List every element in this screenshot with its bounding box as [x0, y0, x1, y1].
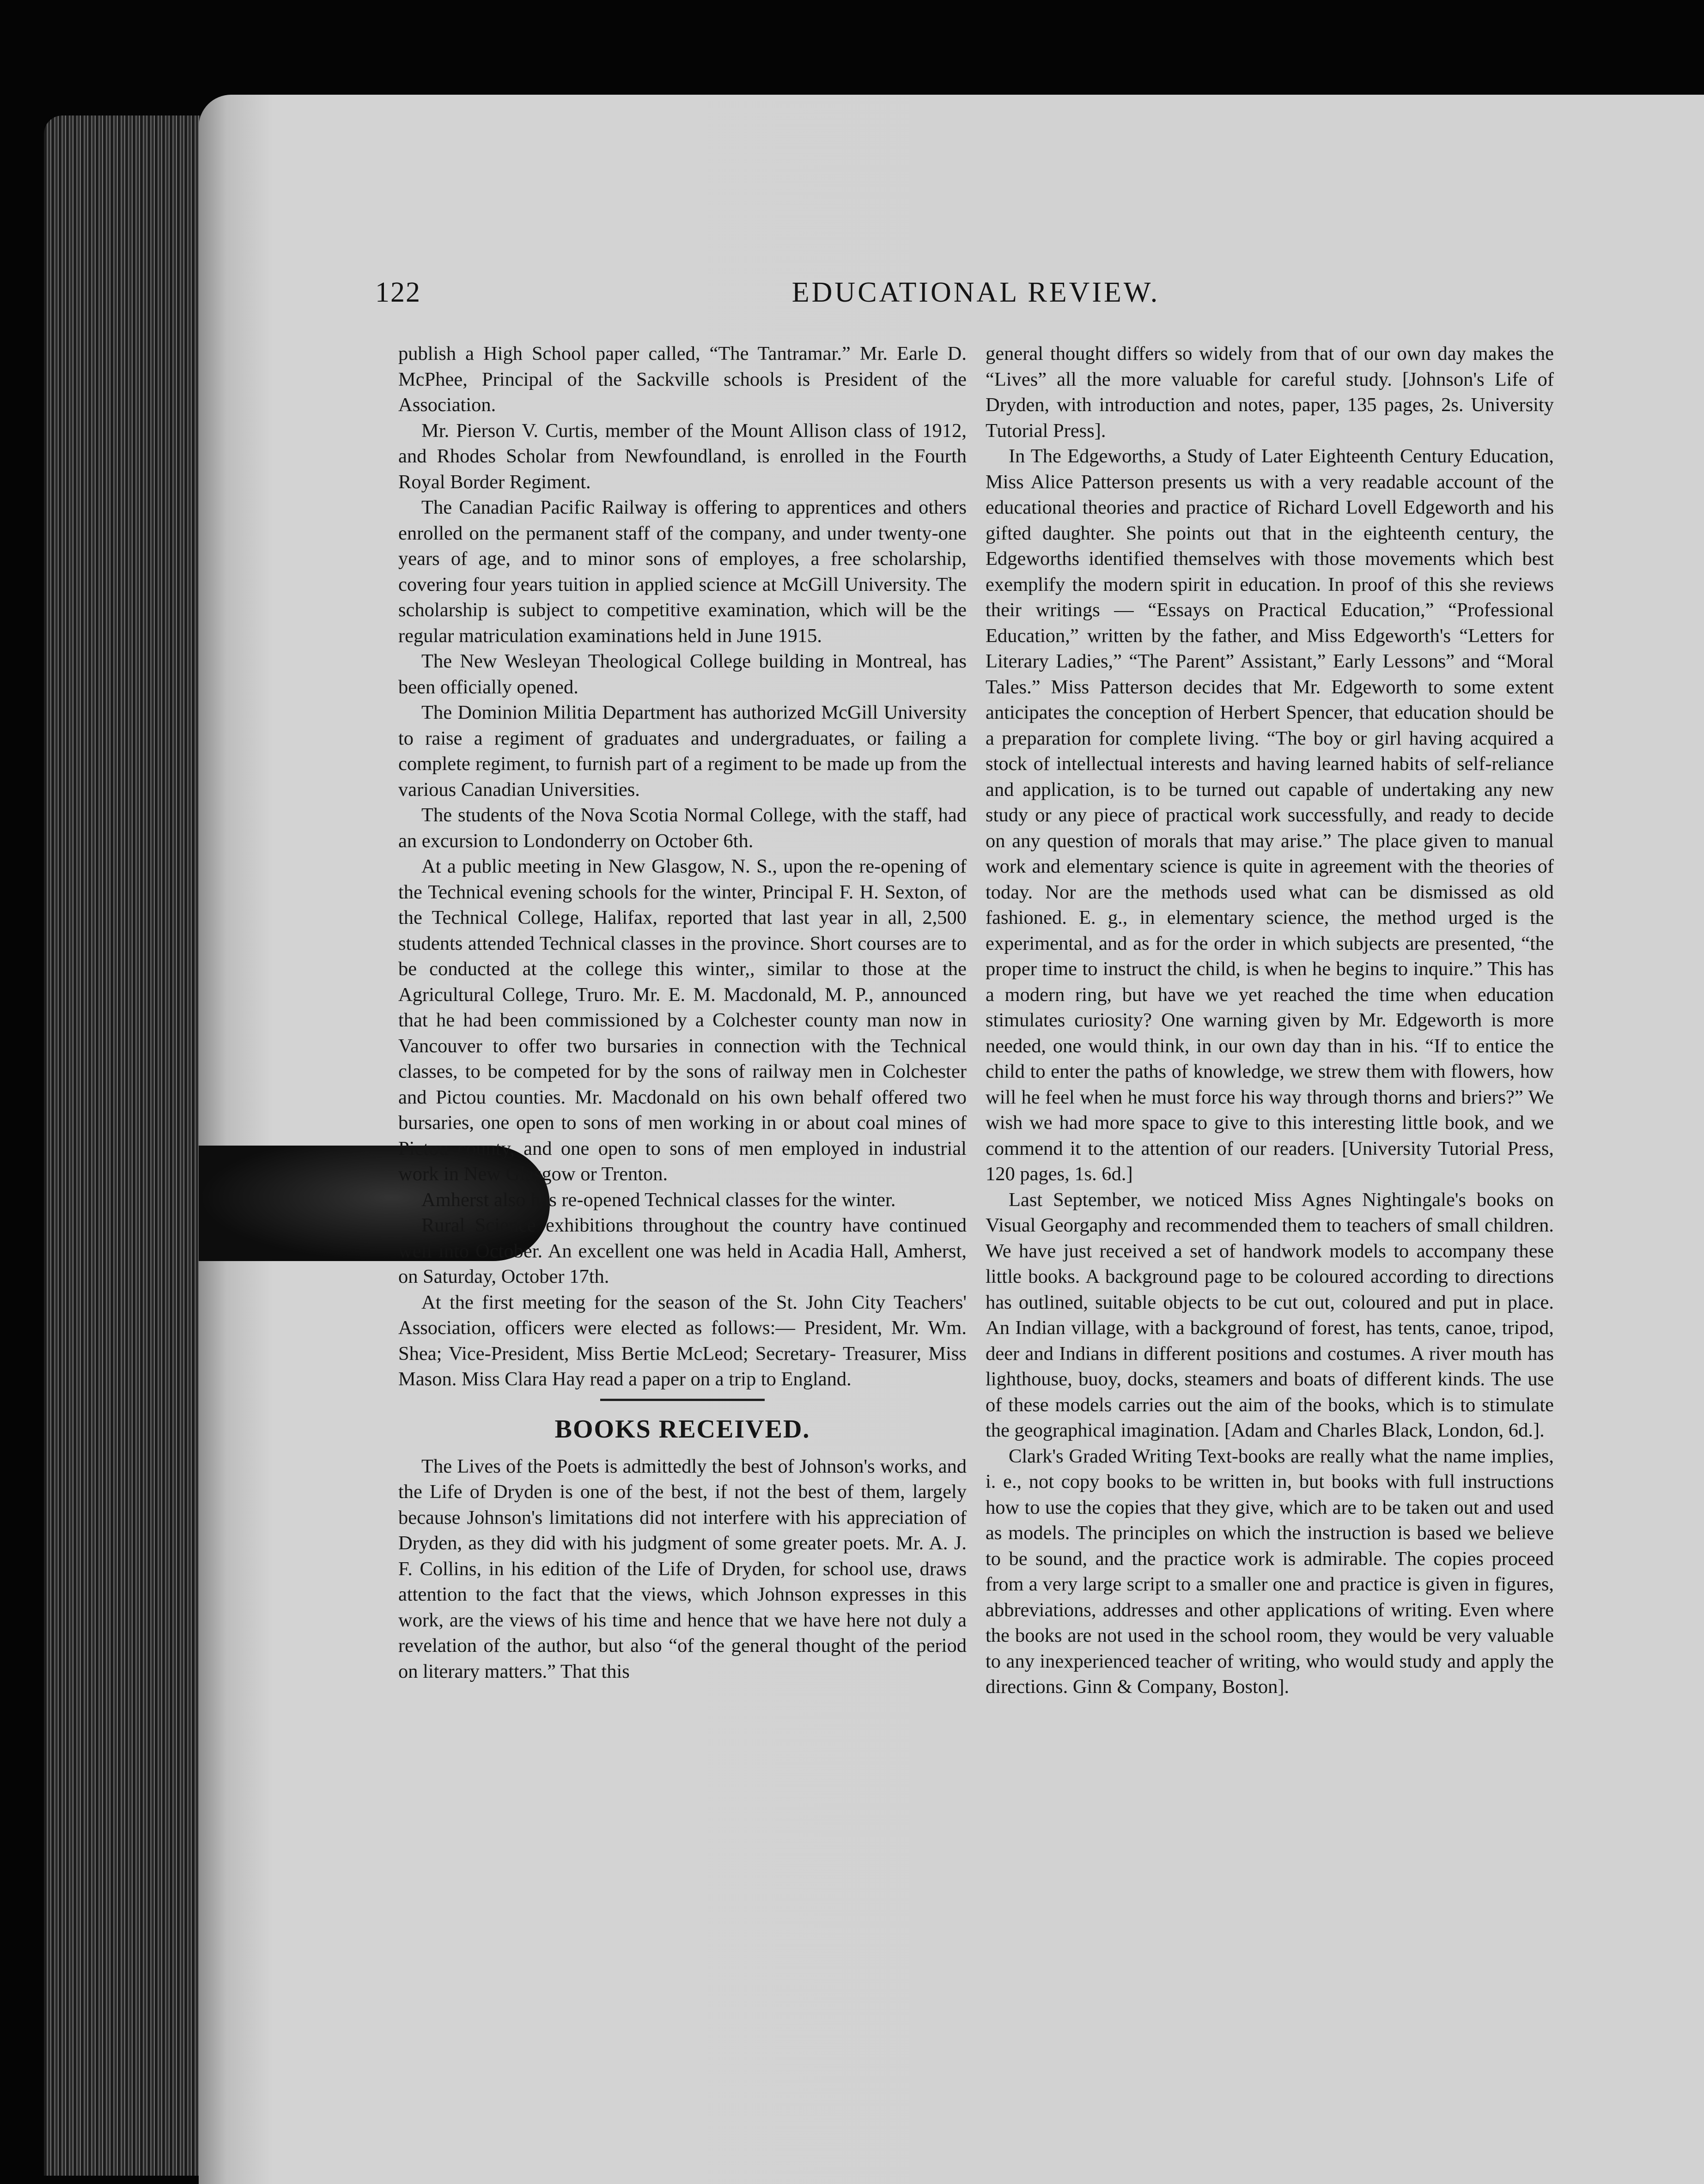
paragraph: Mr. Pierson V. Curtis, member of the Mount Allison class of 1912, and Rhodes Scholar from Newfoundland, is enrolled in the Fourth Royal Border Regiment.: [398, 419, 967, 493]
paragraph: publish a High School paper called, “The Tantramar.” Mr. Earle D. McPhee, Principal of the Sackville schools is President of the Association.: [398, 343, 967, 416]
paragraph: Last September, we noticed Miss Agnes Nightingale's books on Visual Georgaphy and recommended them to teachers of small children. We have just received a set of handwork models to accompany these little books. A background page to be coloured according to directions has outlined, suitable objects to be cut out, coloured and put in place. An Indian village, with a background of forest, has tents, canoe, tripod, deer and Indians in different positions and costumes. A river mouth has lighthouse, buoy, docks, steamers and boats of different kinds. The use of these models carries out the aim of the books, which is to stimulate the geographical imagination. [Adam and Charles Black, London, 6d.].: [986, 1189, 1554, 1441]
paragraph: Clark's Graded Writing Text-books are really what the name implies, i. e., not copy books to be written in, but books with full instructions how to use the copies that they give, which are to be taken out and used as models. The principles on which the instruction is based we believe to be sound, and the practice work is admirable. The copies proceed from a very large script to a smaller one and practice is given in figures, abbreviations, addresses and other applications of writing. Even where the books are not used in the school room, they would be very valuable to any inexperienced teacher of writing, who would study and apply the directions. Ginn & Company, Boston].: [986, 1445, 1554, 1698]
paragraph: general thought differs so widely from that of our own day makes the “Lives” all the more valuable for careful study. [Johnson's Life of Dryden, with introduction and notes, paper, 135 pages, 2s. University Tutorial Press].: [986, 343, 1554, 442]
running-title: EDUCATIONAL REVIEW.: [791, 277, 1160, 308]
paragraph: The Lives of the Poets is admittedly the best of Johnson's works, and the Life of Dryden is one of the best, if not the best of them, largely because Johnson's limitations did not interfere with his appreciation of Dryden, as they did with his judgment of some greater poets. Mr. A. J. F. Collins, in his edition of the Life of Dryden, for school use, draws attention to the fact that the views, which Johnson expresses in this work, are the views of his time and hence that we have here not duly a revelation of the author, but also “of the general thought of the period on literary matters.” That this: [398, 1455, 967, 1682]
right-column: [986, 341, 1554, 1700]
paragraph: The students of the Nova Scotia Normal College, with the staff, had an excursion to Londonderry on October 6th.: [398, 804, 967, 852]
paragraph: Amherst also has re-opened Technical classes for the winter.: [421, 1189, 896, 1211]
page-header: [375, 276, 1576, 318]
left-column: [398, 341, 967, 1684]
page-number: 122: [375, 277, 421, 308]
section-divider: [600, 1399, 765, 1401]
paragraph: In The Edgeworths, a Study of Later Eighteenth Century Education, Miss Alice Patterson presents us with a very readable account of the educational theories and practice of Richard Lovell Edgeworth and his gifted daughter. She points out that in the eighteenth century, the Edgeworths identified themselves with those movements which best exemplify the modern spirit in education. In proof of this she reviews their writings — “Essays on Practical Education,” “Professional Education,” written by the father, and Miss Edgeworth's “Letters for Literary Ladies,” “The Parent” Assistant,” Early Lessons” and “Moral Tales.” Miss Patterson decides that Mr. Edgeworth to some extent anticipates the conception of Herbert Spencer, that education should be a preparation for complete living. “The boy or girl having acquired a stock of intellectual interests and having learned habits of self-reliance and application, is to be turned out capable of undertaking any new study or any piece of practical work successfully, and ready to decide on any question of morals that may arise.” The place given to manual work and elementary science is quite in agreement with the theories of today. Nor are the methods used what can be dismissed as old fashioned. E. g., in elementary science, the method urged is the experimental, and as for the order in which subjects are presented, “the proper time to instruct the child, is when he begins to inquire.” This has a modern ring, but have we yet reached the time when education stimulates curiosity? One warning given by Mr. Edgeworth is more needed, one would think, in our own day than in his. “If to entice the child to enter the paths of knowledge, we strew them with flowers, how will he feel when he must force his way through thorns and briers?” We wish we had more space to give to this interesting little book, and we commend it to the attention of our readers. [University Tutorial Press, 120 pages, 1s. 6d.]: [986, 445, 1554, 1185]
paragraph: At a public meeting in New Glasgow, N. S., upon the re-opening of the Technical evening schools for the winter, Principal F. H. Sexton, of the Technical College, Halifax, reported that last year in all, 2,500 students attended Technical classes in the province. Short courses are to be conducted at the college this winter,, similar to those at the Agricultural College, Truro. Mr. E. M. Macdonald, M. P., announced that he had been commissioned by a Colchester county man now in Vancouver to offer two bursaries in connection with the Technical classes, to be competed for by the sons of railway men in Colchester and Pictou counties. Mr. Macdonald on his own behalf offered two bursaries, one open to sons of men working in or about coal mines of Pictou county, and one open to sons of men employed in industrial work in New Glasgow or Trenton.: [398, 855, 967, 1185]
paragraph: The Dominion Militia Department has authorized McGill University to raise a regiment of graduates and undergraduates, or failing a complete regiment, to furnish part of a regiment to be made up from the various Canadian Universities.: [398, 702, 967, 801]
book-page-edges: [44, 115, 206, 2176]
paragraph: The New Wesleyan Theological College building in Montreal, has been officially opened.: [398, 650, 967, 698]
section-heading: BOOKS RECEIVED.: [554, 1414, 810, 1444]
paragraph: Rural Science exhibitions throughout the country have continued well into October. An excellent one was held in Acadia Hall, Amherst, on Saturday, October 17th.: [398, 1214, 967, 1287]
paragraph: The Canadian Pacific Railway is offering to apprentices and others enrolled on the permanent staff of the company, and under twenty-one years of age, and to minor sons of employes, a free scholarship, covering four years tuition in applied science at McGill University. The scholarship is subject to competitive examination, which will be the regular matriculation examinations held in June 1915.: [398, 497, 967, 647]
paragraph: At the first meeting for the season of the St. John City Teachers' Association, officers were elected as follows:— President, Mr. Wm. Shea; Vice-President, Miss Bertie McLeod; Secretary- Treasurer, Miss Mason. Miss Clara Hay read a paper on a trip to England.: [398, 1291, 967, 1390]
